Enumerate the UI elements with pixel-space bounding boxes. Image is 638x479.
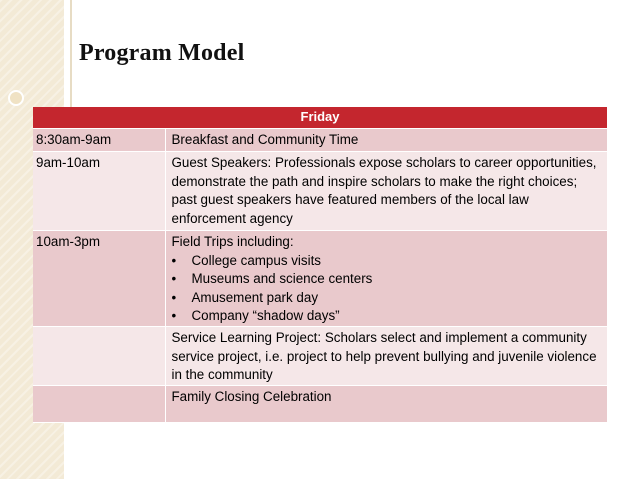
table-header-day: Friday — [33, 107, 607, 129]
table-row — [33, 231, 607, 327]
bullet-icon: • — [171, 252, 177, 268]
list-item-text: Company “shadow days” — [191, 308, 340, 324]
time-cell — [33, 385, 165, 422]
table-row — [33, 129, 607, 152]
schedule-table — [33, 107, 608, 423]
list-item-text: Museums and science centers — [191, 271, 373, 287]
list-item — [172, 289, 604, 308]
time-cell: 10am-3pm — [33, 231, 165, 327]
description-cell: Family Closing Celebration — [165, 385, 607, 422]
time-cell: 9am-10am — [33, 152, 165, 231]
decorative-circle — [8, 90, 24, 106]
time-cell: 8:30am-9am — [33, 129, 165, 152]
list-item — [172, 270, 604, 289]
table-header-row — [33, 107, 607, 129]
decorative-vertical-rule — [70, 0, 72, 113]
description-cell: Breakfast and Community Time — [165, 129, 607, 152]
description-intro: Field Trips including: — [171, 234, 294, 249]
list-item — [172, 307, 604, 326]
list-item-text: Amusement park day — [191, 289, 319, 305]
description-cell: Service Learning Project: Scholars select and implement a community service project, i.e. project to help prevent bullying and juvenile violence in the community — [165, 326, 607, 385]
description-cell — [165, 231, 607, 327]
bullet-icon: • — [171, 308, 177, 324]
list-item-text: College campus visits — [191, 252, 321, 268]
slide-title: Program Model — [79, 40, 245, 66]
bullet-icon: • — [171, 271, 177, 287]
table-row — [33, 385, 607, 422]
table-row — [33, 326, 607, 385]
time-cell — [33, 326, 165, 385]
bullet-list — [172, 252, 604, 326]
list-item — [172, 252, 604, 271]
table-row — [33, 152, 607, 231]
bullet-icon: • — [171, 289, 177, 305]
description-cell: Guest Speakers: Professionals expose scholars to career opportunities, demonstrate the path and inspire scholars to make the right choices; past guest speakers have featured members of the local law enforcement agency — [165, 152, 607, 231]
